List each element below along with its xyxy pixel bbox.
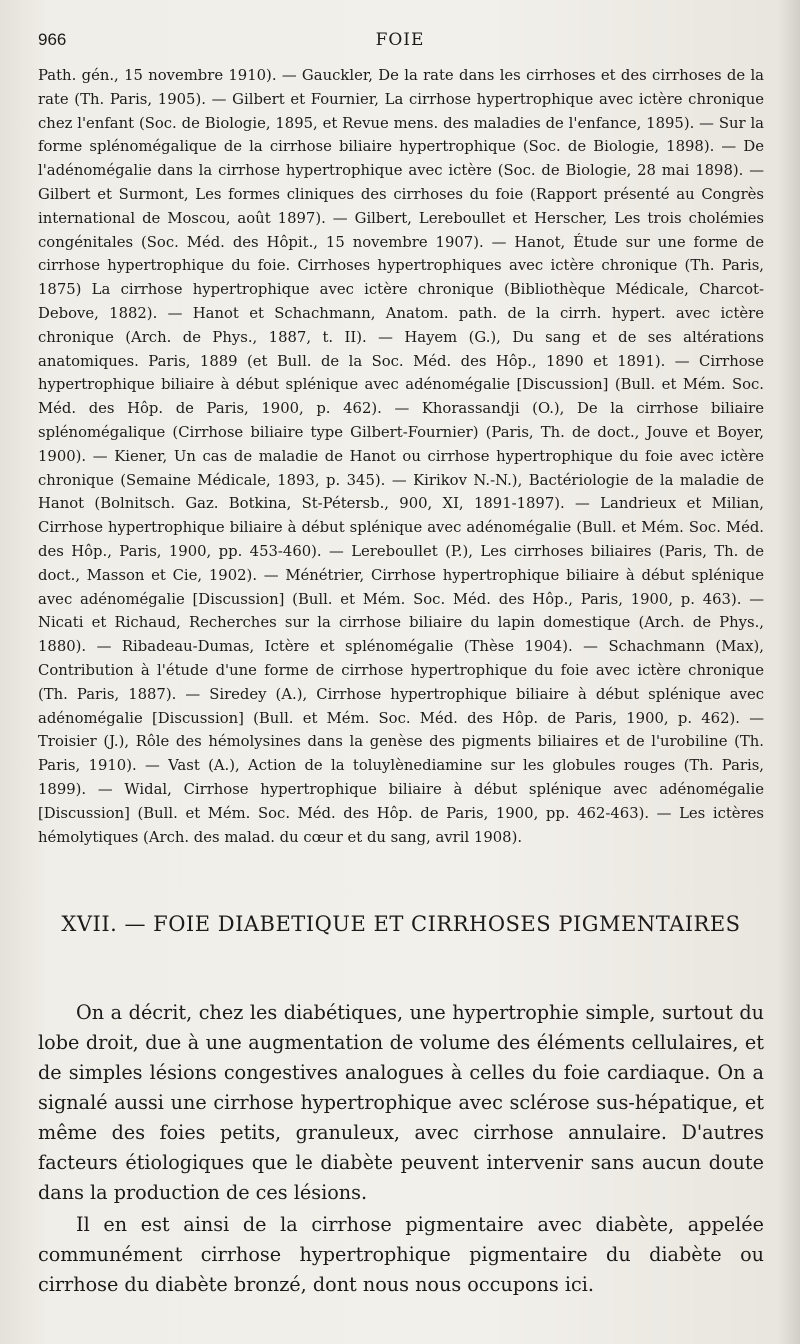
section-heading: XVII. — FOIE DIABETIQUE ET CIRRHOSES PIGMENTAIRES [61, 912, 741, 936]
running-title: FOIE [375, 30, 425, 50]
scan-edge-shadow [778, 0, 800, 1344]
bibliography-block [38, 64, 764, 849]
bibliography-text: Path. gén., 15 novembre 1910). — Gauckler, De la rate dans les cirrhoses et des cirrhoses de la rate (Th. Paris, 1905). — Gilbert et Fournier, La cirrhose hypertrophique avec ictère chronique chez l'enfant (Soc. de Biologie, 1895, et Revue mens. des maladies de l'enfance, 1895). — Sur la forme splénomégalique de la cirrhose biliaire hypertrophique (Soc. de Biologie, 1898). — De l'adénomégalie dans la cirrhose hypertrophique avec ictère (Soc. de Biologie, 28 mai 1898). — Gilbert et Surmont, Les formes cliniques des cirrhoses du foie (Rapport présenté au Congrès international de Moscou, août 1897). — Gilbert, Lereboullet et Herscher, Les trois cholémies congénitales (Soc. Méd. des Hôpit., 15 novembre 1907). — Hanot, Étude sur une forme de cirrhose hypertrophique du foie. Cirrhoses hypertrophiques avec ictère chronique (Th. Paris, 1875) La cirrhose hypertrophique avec ictère chronique (Bibliothèque Médicale, Charcot-Debove, 1882). — Hanot et Schachmann, Anatom. path. de la cirrh. hypert. avec ictère chronique (Arch. de Phys., 1887, t. II). — Hayem (G.), Du sang et de ses altérations anatomiques. Paris, 1889 (et Bull. de la Soc. Méd. des Hôp., 1890 et 1891). — Cirrhose hypertrophique biliaire à début splénique avec adénomégalie [Discussion] (Bull. et Mém. Soc. Méd. des Hôp. de Paris, 1900, p. 462). — Khorassandji (O.), De la cirrhose biliaire splénomégalique (Cirrhose biliaire type Gilbert-Fournier) (Paris, Th. de doct., Jouve et Boyer, 1900). — Kiener, Un cas de maladie de Hanot ou cirrhose hypertrophique du foie avec ictère chronique (Semaine Médicale, 1893, p. 345). — Kirikov N.-N.), Bactériologie de la maladie de Hanot (Bolnitsch. Gaz. Botkina, St-Pétersb., 900, XI, 1891-1897). — Landrieux et Milian, Cirrhose hypertrophique biliaire à début splénique avec adénomégalie (Bull. et Mém. Soc. Méd. des Hôp., Paris, 1900, pp. 453-460). — Lereboullet (P.), Les cirrhoses biliaires (Paris, Th. de doct., Masson et Cie, 1902). — Ménétrier, Cirrhose hypertrophique biliaire à début splénique avec adénomégalie [Discussion] (Bull. et Mém. Soc. Méd. des Hôp., Paris, 1900, p. 463). — Nicati et Richaud, Recherches sur la cirrhose biliaire du lapin domestique (Arch. de Phys., 1880). — Ribadeau-Dumas, Ictère et splénomégalie (Thèse 1904). — Schachmann (Max), Contribution à l'étude d'une forme de cirrhose hypertrophique du foie avec ictère chronique (Th. Paris, 1887). — Siredey (A.), Cirrhose hypertrophique biliaire à début splénique avec adénomégalie [Discussion] (Bull. et Mém. Soc. Méd. des Hôp. de Paris, 1900, p. 462). — Troisier (J.), Rôle des hémolysines dans la genèse des pigments biliaires et de l'urobiline (Th. Paris, 1910). — Vast (A.), Action de la toluylènediamine sur les globules rouges (Th. Paris, 1899). — Widal, Cirrhose hypertrophique biliaire à début splénique avec adénomégalie [Discussion] (Bull. et Mém. Soc. Méd. des Hôp. de Paris, 1900, pp. 462-463). — Les ictères hémolytiques (Arch. des malad. du cœur et du sang, avril 1908). [38, 67, 764, 846]
page-number: 966 [38, 30, 67, 49]
body-paragraph: Il en est ainsi de la cirrhose pigmentaire avec diabète, appelée communément cirrhose hypertrophique pigmentaire du diabète ou cirrhose du diabète bronzé, dont nous nous occupons ici. [38, 1213, 764, 1296]
section-body [38, 998, 764, 1302]
body-paragraph: On a décrit, chez les diabétiques, une hypertrophie simple, surtout du lobe droit, due à une augmentation de volume des éléments cellulaires, et de simples lésions congestives analogues à celles du foie cardiaque. On a signalé aussi une cirrhose hypertrophique avec sclérose sus-hépatique, et même des foies petits, granuleux, avec cirrhose annulaire. D'autres facteurs étiologiques que le diabète peuvent intervenir sans aucun doute dans la production de ces lésions. [38, 1001, 764, 1204]
running-head [38, 30, 762, 56]
